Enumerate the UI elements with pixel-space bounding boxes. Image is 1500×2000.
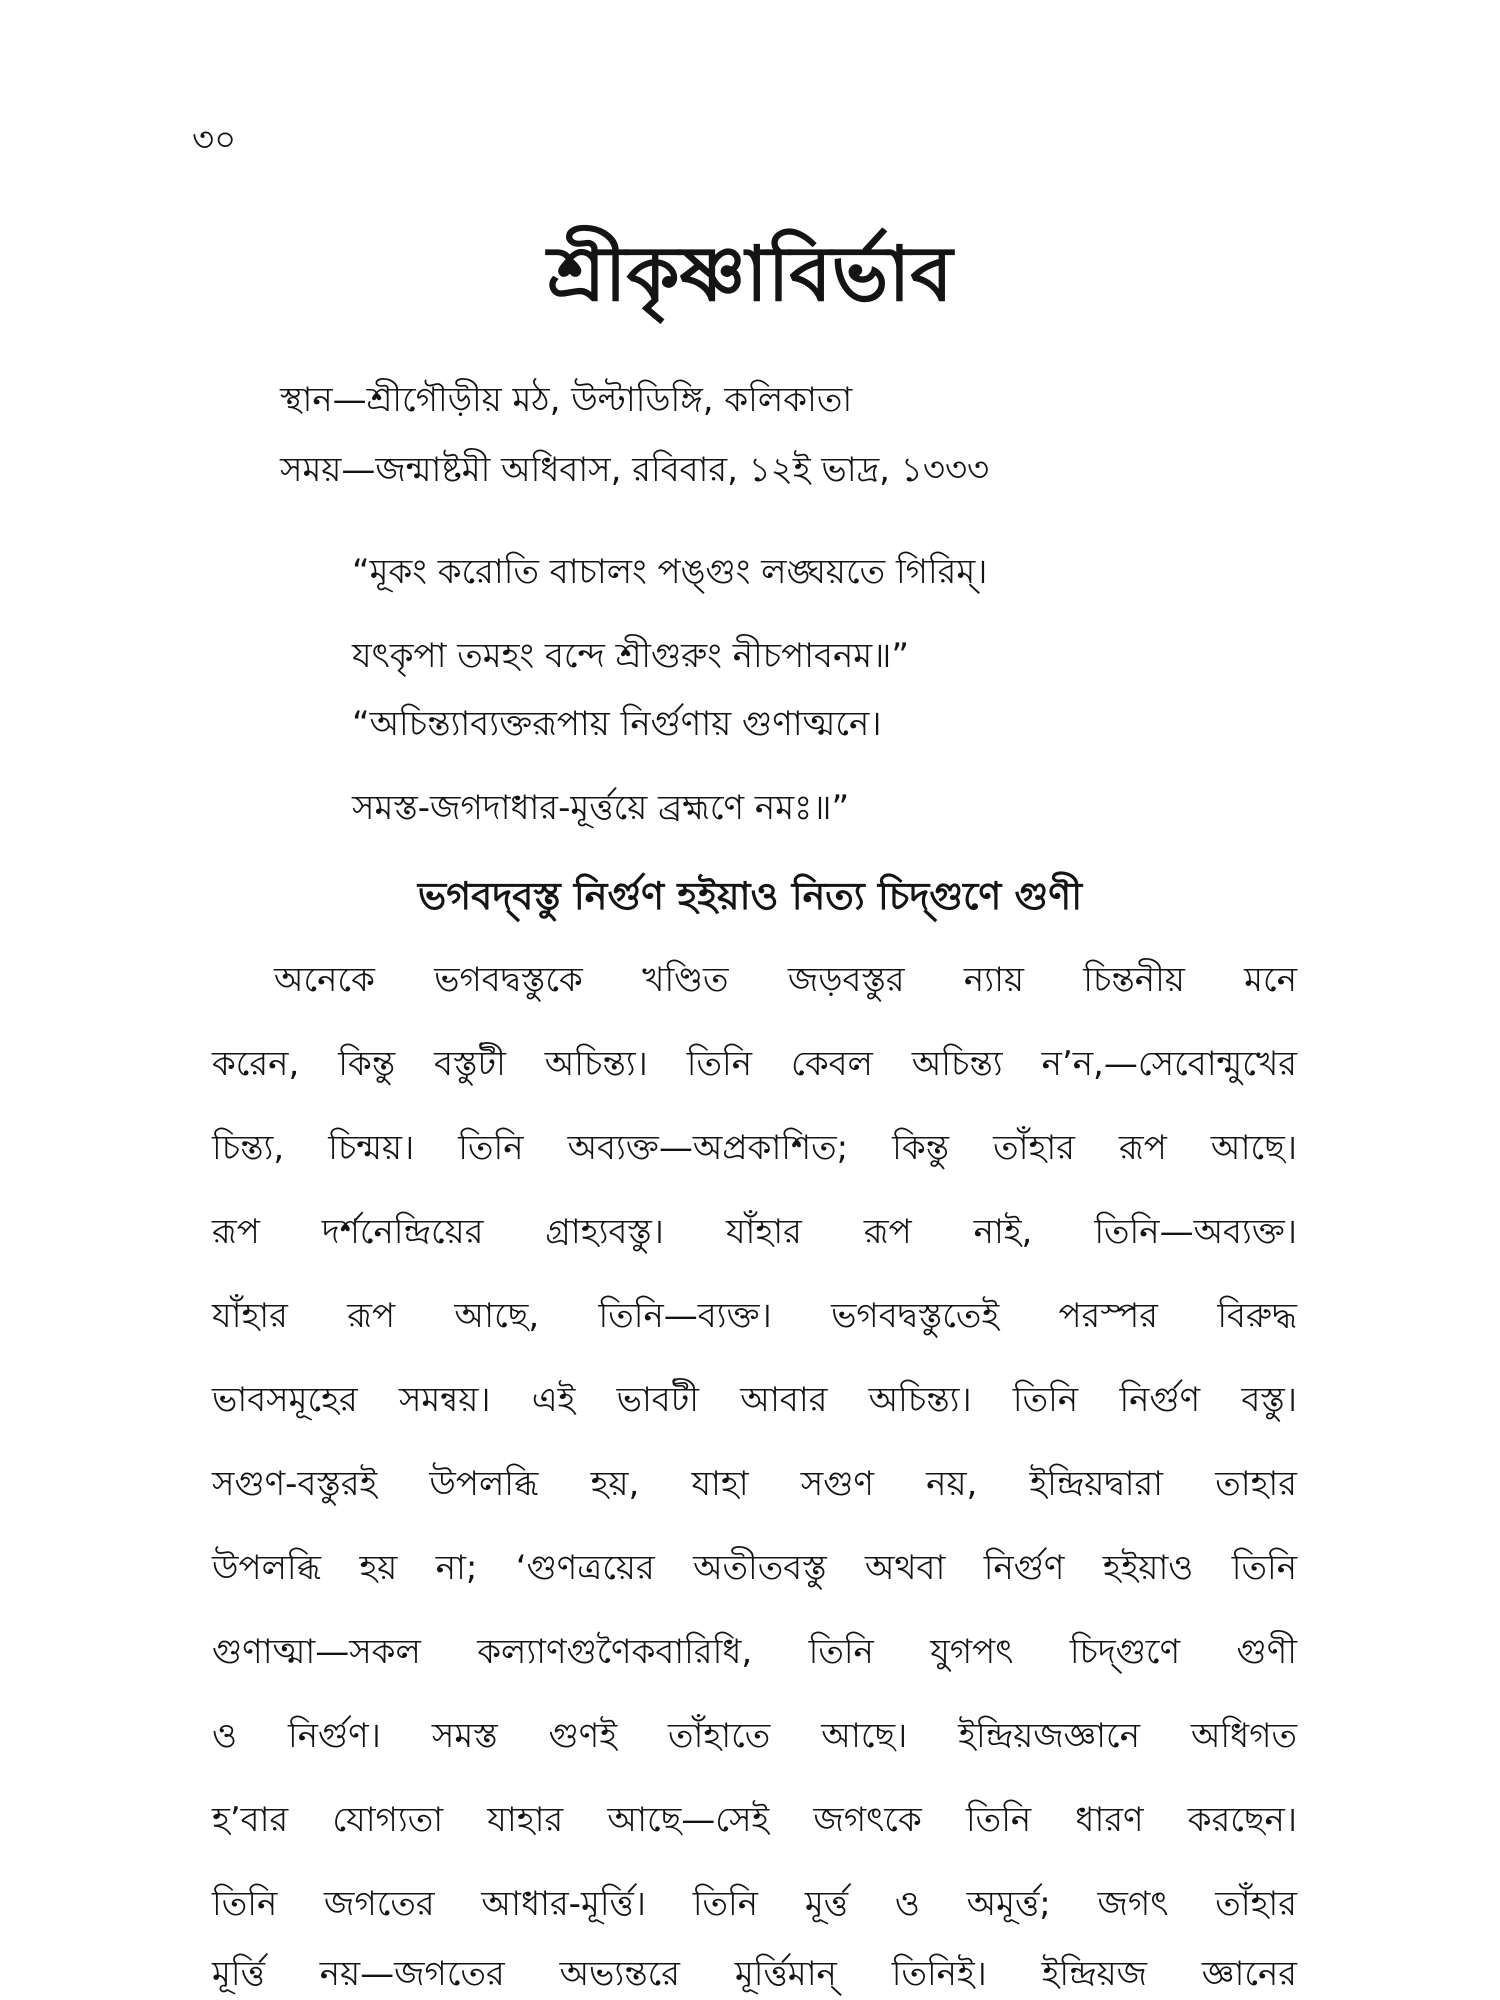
body-line: চিন্ত্য, চিন্ময়। তিনি অব্যক্ত—অপ্রকাশিত; কিন্তু তাঁহার রূপ আছে।	[212, 1128, 1297, 1168]
body-line: মূর্ত্তি নয়—জগতের অভ্যন্তরে মূর্ত্তিমান্ তিনিই। ইন্দ্রিয়জ জ্ঞানের	[212, 1954, 1297, 1994]
body-line: গুণাত্মা—সকল কল্যাণগুণৈকবারিধি, তিনি যুগপৎ চিদ্‌গুণে গুণী	[212, 1632, 1297, 1672]
body-line: ও নির্গুণ। সমস্ত গুণই তাঁহাতে আছে। ইন্দ্রিয়জজ্ঞানে অধিগত	[212, 1716, 1297, 1756]
verse-line: সমস্ত-জগদাধার-মূর্ত্তয়ে ব্রহ্মণে নমঃ॥”	[352, 788, 850, 828]
time-line: সময়—জন্মাষ্টমী অধিবাস, রবিবার, ১২ই ভাদ্র, ১৩৩৩	[280, 450, 990, 490]
verse-line: “অচিন্ত্যাব্যক্তরূপায় নির্গুণায় গুণাত্মনে।	[352, 704, 882, 744]
body-line: রূপ দর্শনেন্দ্রিয়ের গ্রাহ্যবস্তু। যাঁহার রূপ নাই, তিনি—অব্যক্ত।	[212, 1212, 1297, 1252]
body-line: উপলব্ধি হয় না; ‘গুণত্রয়ের অতীতবস্তু অথবা নির্গুণ হইয়াও তিনি	[212, 1548, 1297, 1588]
body-line: ভাবসমূহের সমন্বয়। এই ভাবটী আবার অচিন্ত্য। তিনি নির্গুণ বস্তু।	[212, 1380, 1297, 1420]
place-line: স্থান—শ্রীগৌড়ীয় মঠ, উল্টাডিঙ্গি, কলিকাতা	[280, 380, 853, 420]
body-line: অনেকে ভগবদ্বস্তুকে খণ্ডিত জড়বস্তুর ন্যায় চিন্তনীয় মনে	[274, 960, 1297, 1000]
section-heading: ভগবদ্‌বস্তু নির্গুণ হইয়াও নিত্য চিদ্‌গুণে গুণী	[417, 874, 1083, 918]
body-line: যাঁহার রূপ আছে, তিনি—ব্যক্ত। ভগবদ্বস্তুতেই পরস্পর বিরুদ্ধ	[212, 1296, 1297, 1336]
verse-line: “মূকং করোতি বাচালং পঙ্গুং লঙ্ঘয়তে গিরিম্।	[352, 552, 988, 592]
body-line: হ’বার যোগ্যতা যাহার আছে—সেই জগৎকে তিনি ধারণ করছেন।	[212, 1800, 1297, 1840]
page-title: শ্রীকৃষ্ণাবির্ভাব	[547, 229, 953, 318]
verse-line: যৎকৃপা তমহং বন্দে শ্রীগুরুং নীচপাবনম॥”	[352, 636, 909, 676]
body-line: করেন, কিন্তু বস্তুটী অচিন্ত্য। তিনি কেবল অচিন্ত্য ন’ন,—সেবোন্মুখের	[212, 1044, 1297, 1084]
body-line: তিনি জগতের আধার-মূর্ত্তি। তিনি মূর্ত্ত ও অমূর্ত্ত; জগৎ তাঁহার	[212, 1884, 1297, 1924]
page-number: ৩০	[192, 120, 237, 160]
body-line: সগুণ-বস্তুরই উপলব্ধি হয়, যাহা সগুণ নয়, ইন্দ্রিয়দ্বারা তাহার	[212, 1464, 1297, 1504]
